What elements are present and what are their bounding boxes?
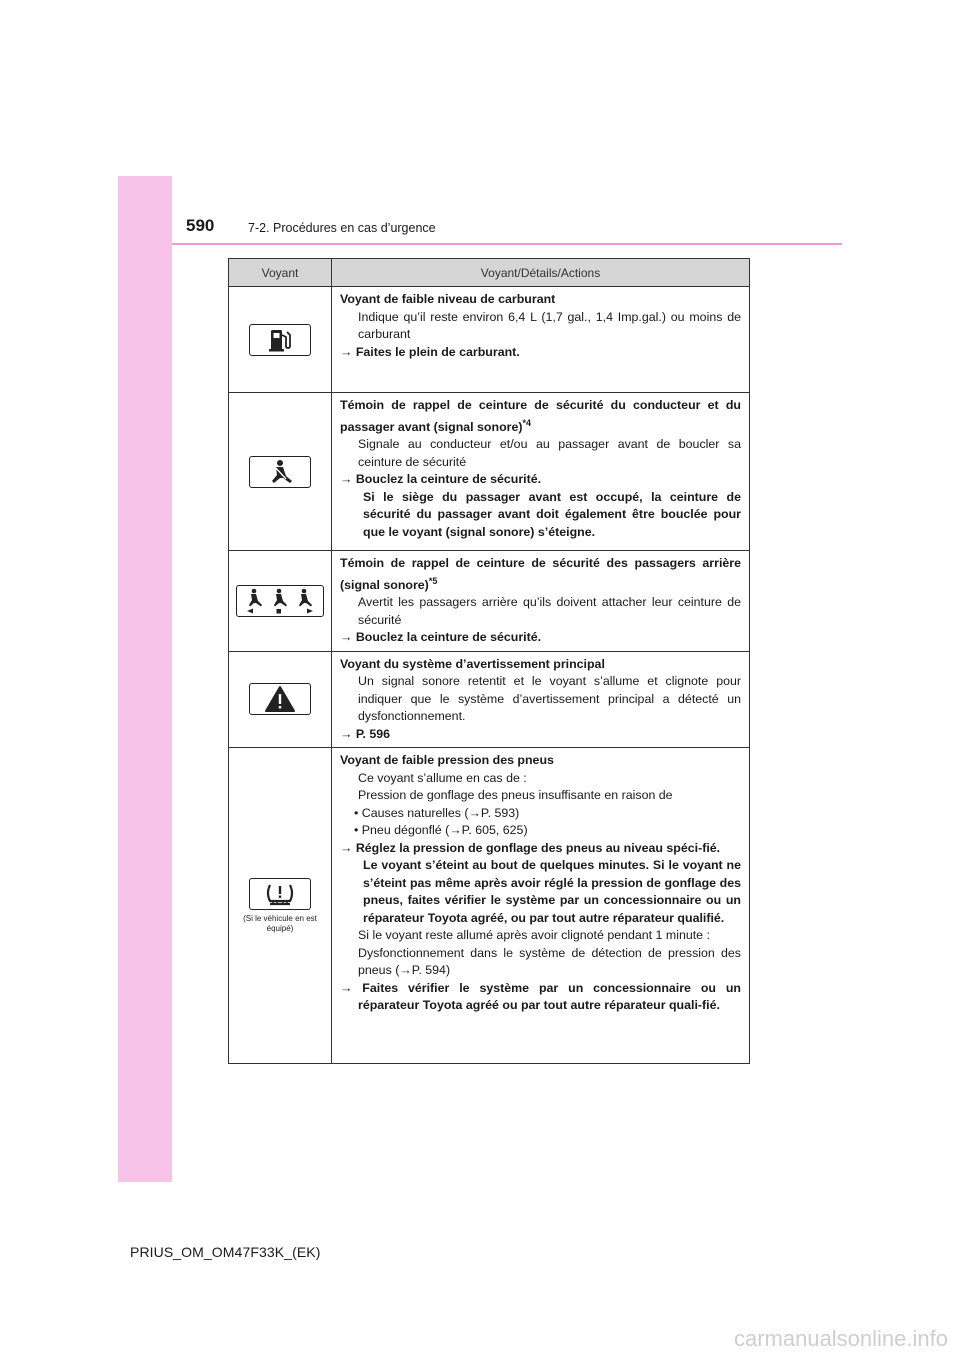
section-title: 7-2. Procédures en cas d’urgence — [248, 221, 436, 235]
action-text: P. 596 — [355, 726, 391, 741]
side-tab-band — [118, 176, 172, 1182]
row-desc: Avertit les passagers arrière qu’ils doivent attacher leur ceinture de sécurité — [358, 595, 741, 627]
row-action — [340, 726, 741, 744]
row-title: Voyant du système d’avertissement principal — [340, 656, 605, 671]
row-desc: Un signal sonore retentit et le voyant s’allume et clignote pour indiquer que le système d’avertissement principal a détecté un dysfonctionnement. — [358, 674, 741, 724]
row-title-text: Témoin de rappel de ceinture de sécurité du conducteur et du passager avant (signal sonore) — [340, 398, 741, 434]
watermark: carmanualsonline.info — [733, 1326, 948, 1351]
row-title — [340, 397, 741, 436]
row-action — [340, 629, 741, 647]
list-item: • Causes naturelles (→P. 593) — [354, 805, 520, 820]
row-action-detail: Le voyant s’éteint au bout de quelques minutes. Si le voyant ne s’éteint pas même après avoir réglé la pression de gonflage des pneus, faites vérifier le système par un concessionnaire ou un réparateur Toyota agréé, ou par tout autre réparateur qualifié. — [363, 858, 741, 925]
list-item: • Pneu dégonflé (→P. 605, 625) — [354, 823, 528, 838]
row-desc: Si le voyant reste allumé après avoir clignoté pendant 1 minute : — [358, 928, 710, 943]
action-text: Réglez la pression de gonflage des pneus au niveau spéci-fié. — [355, 840, 721, 855]
table-row — [229, 287, 750, 393]
icon-cell — [229, 287, 332, 393]
table-row — [229, 551, 750, 652]
row-action — [340, 980, 741, 1015]
seatbelt-reminder-icon — [249, 456, 311, 488]
warning-light-table — [228, 258, 750, 1064]
master-warning-icon — [249, 683, 311, 715]
icon-cell — [229, 551, 332, 652]
row-action-detail: Si le siège du passager avant est occupé, la ceinture de sécurité du passager avant doit également être bouclée pour que le voyant (signal sonore) s’éteigne. — [363, 489, 741, 539]
row-desc: Pression de gonflage des pneus insuffisante en raison de — [358, 788, 673, 803]
col-header-voyant: Voyant — [229, 259, 332, 287]
fuel-pump-icon — [249, 324, 311, 356]
row-desc: Ce voyant s’allume en cas de : — [358, 770, 527, 785]
action-text: Faites vérifier le système par un concessionnaire ou un réparateur Toyota agréé ou par tout autre réparateur quali-fié. — [358, 980, 742, 1013]
arrow-glyph: → — [340, 980, 353, 995]
icon-cell — [229, 393, 332, 551]
table-row — [229, 651, 750, 748]
arrow-glyph: → — [340, 840, 353, 855]
arrow-glyph: → — [340, 472, 353, 487]
action-text: Bouclez la ceinture de sécurité. — [355, 472, 542, 487]
footnote-ref: *4 — [522, 417, 531, 428]
row-action — [340, 344, 741, 362]
tire-pressure-icon — [249, 878, 311, 910]
col-header-details: Voyant/Détails/Actions — [332, 259, 750, 287]
document-id: PRIUS_OM_OM47F33K_(EK) — [130, 1244, 321, 1260]
row-title-text: Témoin de rappel de ceinture de sécurité des passagers arrière (signal sonore) — [340, 556, 741, 592]
row-text — [332, 551, 750, 652]
icon-note: (Si le véhicule en est équipé) — [243, 913, 317, 933]
icon-cell — [229, 651, 332, 748]
arrow-glyph: → — [340, 726, 353, 741]
header-rule — [172, 243, 842, 245]
row-text — [332, 651, 750, 748]
row-text — [332, 287, 750, 393]
action-text: Faites le plein de carburant. — [355, 344, 520, 359]
row-text — [332, 393, 750, 551]
row-action — [340, 471, 741, 489]
action-text: Bouclez la ceinture de sécurité. — [355, 630, 542, 645]
row-title — [340, 555, 741, 594]
page-number: 590 — [186, 216, 215, 235]
row-desc: Signale au conducteur et/ou au passager avant de boucler sa ceinture de sécurité — [358, 437, 741, 469]
row-title: Voyant de faible niveau de carburant — [340, 292, 556, 306]
table-row — [229, 393, 750, 551]
row-title: Voyant de faible pression des pneus — [340, 753, 554, 768]
row-text — [332, 748, 750, 1064]
arrow-glyph: → — [340, 630, 353, 645]
arrow-glyph: → — [340, 344, 353, 359]
footnote-ref: *5 — [428, 575, 438, 586]
table-header-row — [229, 259, 750, 287]
table-row — [229, 748, 750, 1064]
row-action — [340, 840, 741, 858]
row-desc: Dysfonctionnement dans le système de détection de pression des pneus (→P. 594) — [358, 945, 741, 978]
row-desc: Indique qu’il reste environ 6,4 L (1,7 gal., 1,4 Imp.gal.) ou moins de carburant — [358, 309, 741, 341]
rear-seatbelt-reminder-icon — [236, 585, 324, 617]
icon-cell — [229, 748, 332, 1064]
